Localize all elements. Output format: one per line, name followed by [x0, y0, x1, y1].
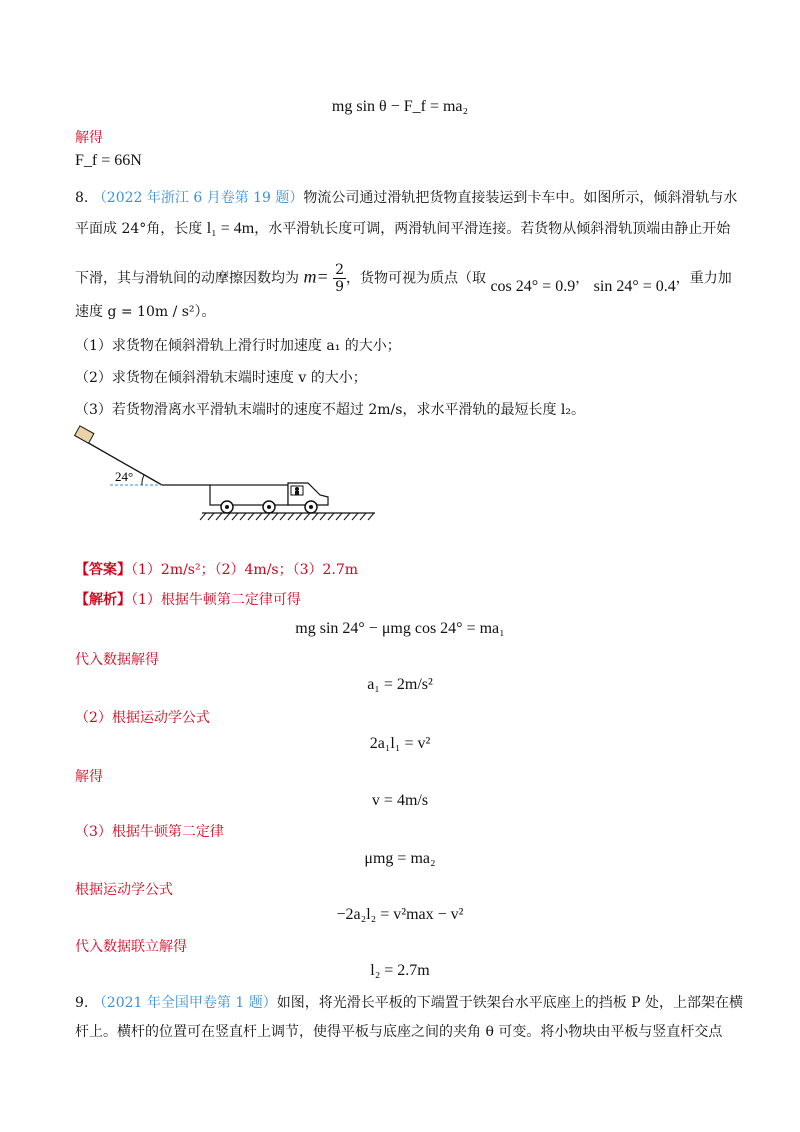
- analysis-tag: 【解析】: [75, 592, 131, 608]
- analysis-eq7: l₂ = 2.7m: [370, 962, 430, 979]
- q8-fraction: [333, 262, 346, 295]
- analysis-s1: （1）根据牛顿第二定律可得: [131, 592, 301, 608]
- analysis-s7: 代入数据联立解得: [75, 939, 187, 955]
- q8-line4: 速度 g = 10m / s²）。: [75, 304, 216, 320]
- q8-text3a: 下滑，其与滑轨间的动摩擦因数均为: [75, 270, 299, 287]
- analysis-s2: 代入数据解得: [75, 652, 159, 668]
- analysis-eq4: v = 4m/s: [371, 792, 429, 809]
- q8-line1: [75, 188, 737, 208]
- q8-sin: sin 24° = 0.4: [593, 277, 676, 295]
- analysis-s6: 根据运动学公式: [75, 882, 173, 898]
- cargo-box: [75, 426, 94, 443]
- q9-line1: [75, 993, 743, 1013]
- q9-number: 9.: [75, 995, 89, 1011]
- q8-text3c: ，重力加: [675, 270, 732, 287]
- q8-text2b: ，水平滑轨长度可调，两滑轨间平滑连接。若货物从倾斜滑轨顶端由静止开始: [254, 221, 731, 237]
- q8-part1: （1）求货物在倾斜滑轨上滑行时加速度 a₁ 的大小；: [75, 338, 401, 354]
- q8-cos: cos 24° = 0.9: [490, 277, 576, 295]
- q8-text1: 物流公司通过滑轨把货物直接装运到卡车中。如图所示，倾斜滑轨与水: [303, 190, 738, 206]
- q8-number: 8.: [75, 190, 89, 206]
- analysis-eq2: a₁ = 2m/s²: [367, 676, 433, 693]
- q8-line2: [75, 219, 730, 239]
- truck-bed: [210, 485, 288, 505]
- q8-line3: 下滑，其与滑轨间的动摩擦因数均为 m= $\frac{2}{9}$ ，货物可视为质点（取 cos 24° = 0.9， sin 24° = 0.4，重力加: [75, 262, 732, 295]
- analysis-eq1: mg sin 24° − μmg cos 24° = ma₁: [295, 620, 505, 637]
- q8-mu: m=: [303, 266, 329, 287]
- q8-l1: l₁ = 4m: [206, 220, 255, 237]
- answer-line: [75, 560, 358, 580]
- analysis-s3: （2）根据运动学公式: [75, 710, 210, 726]
- answer-text: （1）2m/s²；（2）4m/s；（3）2.7m: [131, 562, 359, 578]
- q8-text2a: 平面成 24°角，长度: [75, 221, 203, 237]
- ff-result: F_f = 66N: [75, 152, 142, 169]
- ramp-truck-diagram: [70, 425, 390, 525]
- q8-part3: （3）若货物滑离水平滑轨末端时的速度不超过 2m/s，求水平滑轨的最短长度 l₂。: [75, 402, 585, 418]
- q8-source: （2022 年浙江 6 月卷第 19 题）: [92, 190, 304, 206]
- solve-label: 解得: [75, 130, 103, 146]
- analysis-eq3: 2a₁l₁ = v²: [369, 735, 431, 752]
- angle-label: 24°: [115, 469, 134, 484]
- equation-top: mg sin θ − F_f = ma₂: [331, 98, 469, 115]
- q9-source: （2021 年全国甲卷第 1 题）: [92, 995, 277, 1011]
- q9-line2: 杆上。横杆的位置可在竖直杆上调节，使得平板与底座之间的夹角 θ 可变。将小物块由平板与竖直杆交点: [75, 1024, 723, 1040]
- analysis-eq5: μmg = ma₂: [364, 850, 436, 867]
- answer-tag: 【答案】: [75, 562, 131, 578]
- analysis-eq6: −2a₂l₂ = v²max − v²: [336, 906, 464, 923]
- analysis-s5: （3）根据牛顿第二定律: [75, 824, 224, 840]
- q8-part2: （2）求货物在倾斜滑轨末端时速度 v 的大小；: [75, 370, 367, 386]
- q8-text3b: ，货物可视为质点（取: [345, 270, 486, 287]
- q8-frac-num: 2: [335, 262, 344, 278]
- analysis-line1: [75, 590, 301, 610]
- analysis-s4: 解得: [75, 769, 103, 785]
- q9-text1: 如图，将光滑长平板的下端置于铁架台水平底座上的挡板 P 处，上部架在横: [276, 995, 744, 1011]
- q8-frac-den: 9: [335, 279, 344, 295]
- ground-hatch: [200, 513, 374, 520]
